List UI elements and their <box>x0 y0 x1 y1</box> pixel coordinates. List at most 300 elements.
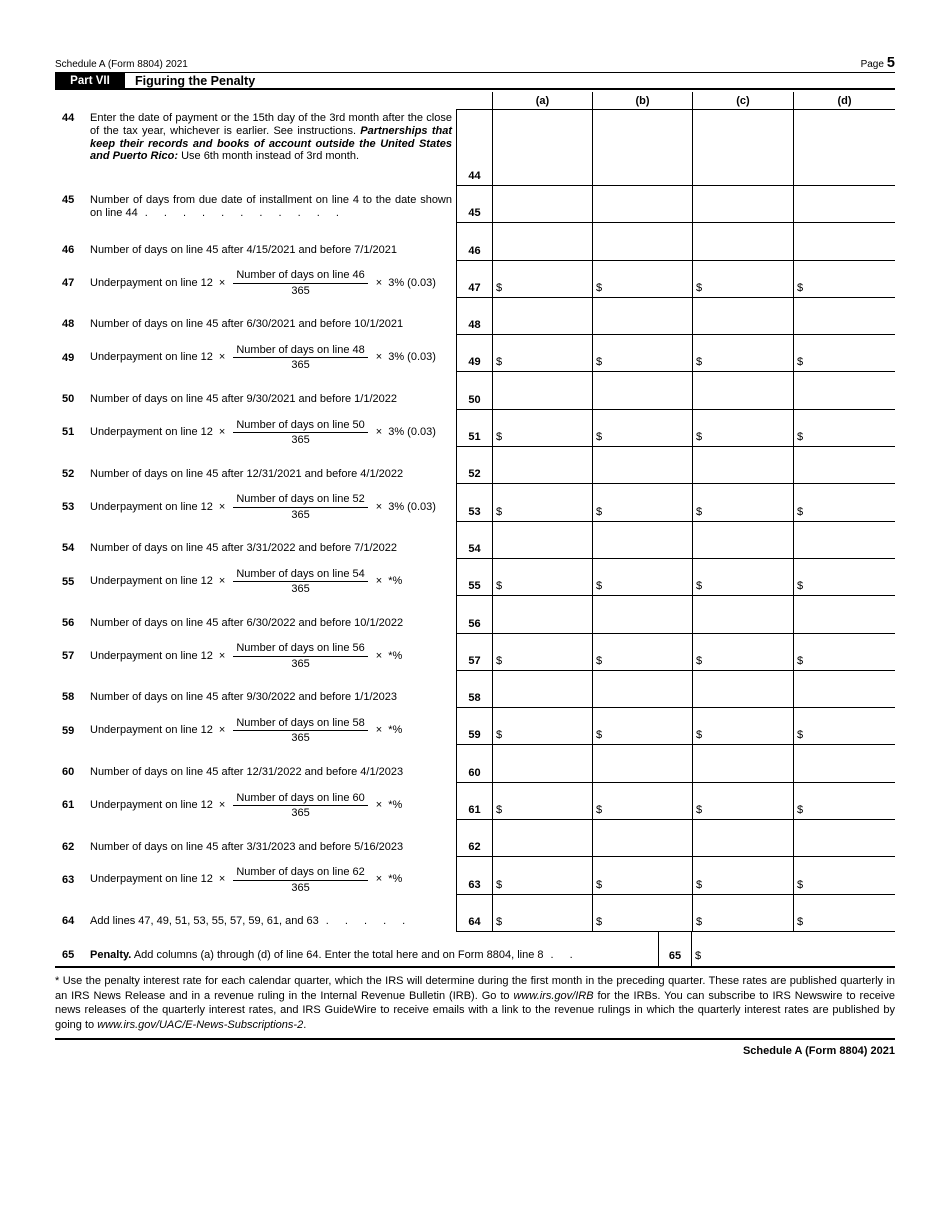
fraction-numerator: Number of days on line 46 <box>233 269 367 284</box>
line-52-cell-b <box>592 447 692 484</box>
line-number-label: 56 <box>62 616 75 629</box>
multiply-sign: × <box>218 575 226 588</box>
fraction-denominator: 365 <box>291 657 310 670</box>
line-number-label: 60 <box>62 765 75 778</box>
line-54-number-box: 54 <box>456 522 492 559</box>
line-62-cell-d <box>793 820 895 857</box>
line-56-text <box>90 617 452 630</box>
line-49-cell-c <box>692 335 793 372</box>
line-58-description <box>55 671 456 708</box>
dollar-sign: $ <box>797 281 804 294</box>
dollar-sign: $ <box>797 580 804 593</box>
line-number-label: 57 <box>62 650 75 663</box>
line-53-number-box: 53 <box>456 484 492 521</box>
footnote-segment: www.irs.gov/UAC/E-News-Subscriptions-2 <box>97 1018 304 1031</box>
line-54-row <box>55 522 895 559</box>
line-59-row <box>55 708 895 745</box>
text-segment: Number of days on line 45 after 3/31/2022 and before 7/1/2022 <box>90 542 397 555</box>
line-57-text <box>90 642 452 670</box>
line-57-cell-d <box>793 634 895 671</box>
dollar-sign: $ <box>696 915 703 928</box>
line-54-cell-a <box>492 522 592 559</box>
line-49-cell-a <box>492 335 592 372</box>
formula-prefix: Underpayment on line 12 <box>90 724 213 737</box>
line-55-cell-b <box>592 559 692 596</box>
line-54-cell-d <box>793 522 895 559</box>
line-52-description <box>55 447 456 484</box>
line-44-number-box: 44 <box>456 110 492 186</box>
footnote <box>55 974 895 1032</box>
footer-rule <box>55 1038 895 1040</box>
line-48-row <box>55 298 895 335</box>
line-64-cell-d <box>793 895 895 932</box>
line-60-text <box>90 766 452 779</box>
line-62-row <box>55 820 895 857</box>
dollar-sign: $ <box>596 580 603 593</box>
line-58-row <box>55 671 895 708</box>
dollar-sign: $ <box>696 804 703 817</box>
dollar-sign: $ <box>496 654 503 667</box>
line-55-cell-c <box>692 559 793 596</box>
line-60-description <box>55 745 456 782</box>
fraction-numerator: Number of days on line 62 <box>233 866 367 881</box>
line-65-description <box>55 931 658 966</box>
column-headers <box>492 92 895 110</box>
dollar-sign: $ <box>596 878 603 891</box>
line-58-cell-c <box>692 671 793 708</box>
dollar-sign: $ <box>596 804 603 817</box>
multiply-sign: × <box>218 276 226 289</box>
dollar-sign: $ <box>696 356 703 369</box>
dollar-sign: $ <box>596 654 603 667</box>
footnote-segment: * Use the penalty interest rate for each calendar quarter, which the IRS will determine during the first month in the preceding quarter. These rates are published quarterly in an IRS News Release and in a revenue ruling in the Internal Revenue Bulletin (IRB). Go to <box>55 975 895 1002</box>
line-46-description <box>55 223 456 260</box>
part-label: Part VII <box>55 73 125 88</box>
multiply-sign: × <box>375 425 383 438</box>
line-44-cell-b <box>592 110 692 186</box>
line-46-text <box>90 244 452 257</box>
line-60-row <box>55 745 895 782</box>
line-50-cell-b <box>592 372 692 409</box>
dollar-sign: $ <box>496 729 503 742</box>
line-54-description <box>55 522 456 559</box>
line-56-number-box: 56 <box>456 596 492 633</box>
multiply-sign: × <box>218 873 226 886</box>
line-48-description <box>55 298 456 335</box>
dollar-sign: $ <box>797 915 804 928</box>
line-64-text <box>90 915 452 928</box>
multiply-sign: × <box>218 724 226 737</box>
dollar-sign: $ <box>696 878 703 891</box>
multiply-sign: × <box>375 575 383 588</box>
formula-rate: 3% (0.03) <box>388 500 436 513</box>
line-51-description <box>55 410 456 447</box>
line-63-text <box>90 866 452 894</box>
penalty-grid <box>55 110 895 932</box>
line-59-cell-a <box>492 708 592 745</box>
fraction-denominator: 365 <box>291 881 310 894</box>
line-number-label: 54 <box>62 542 75 555</box>
line-57-cell-c <box>692 634 793 671</box>
formula-prefix: Underpayment on line 12 <box>90 649 213 662</box>
line-56-row <box>55 596 895 633</box>
formula-rate: *% <box>388 798 403 811</box>
line-60-cell-b <box>592 745 692 782</box>
dollar-sign: $ <box>596 505 603 518</box>
multiply-sign: × <box>218 351 226 364</box>
formula-prefix: Underpayment on line 12 <box>90 798 213 811</box>
line-56-cell-d <box>793 596 895 633</box>
fraction-denominator: 365 <box>291 732 310 745</box>
line-number-label: 47 <box>62 277 75 290</box>
dollar-sign: $ <box>496 505 503 518</box>
form-id-footer: Schedule A (Form 8804) 2021 <box>742 1045 895 1057</box>
line-45-row <box>55 186 895 223</box>
formula-rate: *% <box>388 724 403 737</box>
fraction <box>233 642 367 670</box>
multiply-sign: × <box>218 425 226 438</box>
dollar-sign: $ <box>797 729 804 742</box>
part-title: Figuring the Penalty <box>135 73 256 88</box>
line-46-cell-a <box>492 223 592 260</box>
line-number-label: 61 <box>62 799 75 812</box>
line-number-label: 45 <box>62 193 75 206</box>
dollar-sign: $ <box>797 356 804 369</box>
formula-prefix: Underpayment on line 12 <box>90 575 213 588</box>
dollar-sign: $ <box>596 729 603 742</box>
line-64-number-box: 64 <box>456 895 492 932</box>
line-59-cell-c <box>692 708 793 745</box>
line-46-cell-b <box>592 223 692 260</box>
form-id-header: Schedule A (Form 8804) 2021 <box>55 59 188 70</box>
text-segment: Number of days on line 45 after 9/30/2022 and before 1/1/2023 <box>90 691 397 704</box>
text-segment: Number of days on line 45 after 12/31/2022 and before 4/1/2023 <box>90 765 404 778</box>
line-53-cell-d <box>793 484 895 521</box>
text-segment: Enter the date of payment or the 15th day of the 3rd month after the close of the tax year, whichever is earlier. See instructions. <box>90 112 452 137</box>
line-51-cell-c <box>692 410 793 447</box>
text-segment: Partnerships that keep their records and books of account outside the United States and Puerto Rico: <box>90 124 452 163</box>
line-49-cell-b <box>592 335 692 372</box>
line-45-text <box>90 194 452 220</box>
line-51-row <box>55 410 895 447</box>
text-segment: Use 6th month instead of 3rd month. <box>178 150 360 163</box>
line-49-cell-d <box>793 335 895 372</box>
line-47-cell-a <box>492 261 592 298</box>
line-47-description <box>55 261 456 298</box>
dollar-sign: $ <box>596 915 603 928</box>
formula-rate: *% <box>388 873 403 886</box>
line-51-number-box: 51 <box>456 410 492 447</box>
line-number-label: 51 <box>62 426 75 439</box>
line-64-cell-a <box>492 895 592 932</box>
line-49-description <box>55 335 456 372</box>
line-49-text <box>90 344 452 372</box>
line-61-cell-b <box>592 783 692 820</box>
line-59-description <box>55 708 456 745</box>
line-46-cell-c <box>692 223 793 260</box>
fraction-numerator: Number of days on line 56 <box>233 642 367 657</box>
line-64-description <box>55 895 456 932</box>
line-55-text <box>90 568 452 596</box>
line-57-cell-a <box>492 634 592 671</box>
line-45-cell-b <box>592 186 692 223</box>
footnote-segment: for the IRBs. You can subscribe to IRS Newswire to receive news releases of the quarterly interest rates, and IRS GuideWire to receive emails with a link to the revenue rulings in which the quarterly interest rates are published by going to <box>55 989 895 1031</box>
dollar-sign: $ <box>496 580 503 593</box>
line-number-label: 64 <box>62 915 75 928</box>
penalty-keyword: Penalty. <box>90 949 132 962</box>
footnote-segment: . <box>303 1018 307 1031</box>
line-60-cell-d <box>793 745 895 782</box>
line-63-description <box>55 857 456 894</box>
line-65-text: Penalty. Add columns (a) through (d) of line 64. Enter the total here and on Form 8804, line 8 . . <box>90 949 573 962</box>
line-51-cell-a <box>492 410 592 447</box>
dollar-sign: $ <box>496 878 503 891</box>
line-48-number-box: 48 <box>456 298 492 335</box>
line-61-row <box>55 783 895 820</box>
line-45-description <box>55 186 456 223</box>
fraction <box>233 792 367 820</box>
multiply-sign: × <box>218 798 226 811</box>
line-62-number-box: 62 <box>456 820 492 857</box>
fraction <box>233 717 367 745</box>
line-number-label: 65 <box>62 949 75 962</box>
text-segment: Number of days on line 45 after 9/30/2021 and before 1/1/2022 <box>90 392 397 405</box>
line-61-cell-c <box>692 783 793 820</box>
formula-rate: 3% (0.03) <box>388 351 436 364</box>
dollar-sign: $ <box>596 281 603 294</box>
line-61-description <box>55 783 456 820</box>
dollar-sign: $ <box>496 431 503 444</box>
line-61-number-box: 61 <box>456 783 492 820</box>
line-55-row <box>55 559 895 596</box>
dot-leader: . . . . . . . . . . . <box>144 206 339 219</box>
line-61-text <box>90 792 452 820</box>
dollar-sign: $ <box>797 431 804 444</box>
line-52-text <box>90 468 452 481</box>
line-50-description <box>55 372 456 409</box>
line-44-cell-c <box>692 110 793 186</box>
line-55-cell-d <box>793 559 895 596</box>
column-header-c: (c) <box>692 92 793 110</box>
formula-prefix: Underpayment on line 12 <box>90 873 213 886</box>
dollar-sign: $ <box>696 505 703 518</box>
footnote-segment: www.irs.gov/IRB <box>513 989 594 1002</box>
line-57-description <box>55 634 456 671</box>
line-52-cell-a <box>492 447 592 484</box>
line-50-cell-c <box>692 372 793 409</box>
line-45-number-box: 45 <box>456 186 492 223</box>
formula-prefix: Underpayment on line 12 <box>90 425 213 438</box>
line-59-text <box>90 717 452 745</box>
line-48-text <box>90 318 452 331</box>
multiply-sign: × <box>375 351 383 364</box>
dollar-sign: $ <box>696 580 703 593</box>
fraction <box>233 419 367 447</box>
formula-rate: *% <box>388 649 403 662</box>
line-63-cell-c <box>692 857 793 894</box>
line-48-cell-a <box>492 298 592 335</box>
line-46-row <box>55 223 895 260</box>
line-63-cell-a <box>492 857 592 894</box>
line-54-cell-b <box>592 522 692 559</box>
line-56-cell-c <box>692 596 793 633</box>
line-number-label: 48 <box>62 318 75 331</box>
line-57-row <box>55 634 895 671</box>
line-65-amount-cell <box>692 931 895 966</box>
line-56-cell-a <box>492 596 592 633</box>
dollar-sign: $ <box>496 804 503 817</box>
line-64-row <box>55 895 895 932</box>
dollar-sign: $ <box>797 878 804 891</box>
line-56-description <box>55 596 456 633</box>
line-48-cell-b <box>592 298 692 335</box>
multiply-sign: × <box>218 500 226 513</box>
dollar-sign: $ <box>596 431 603 444</box>
line-44-cell-d <box>793 110 895 186</box>
dollar-sign: $ <box>695 950 702 962</box>
line-46-number-box: 46 <box>456 223 492 260</box>
line-50-text <box>90 393 452 406</box>
line-50-cell-d <box>793 372 895 409</box>
line-47-number-box: 47 <box>456 261 492 298</box>
part-header-bar <box>55 72 895 90</box>
line-65-row <box>55 931 895 968</box>
line-58-cell-d <box>793 671 895 708</box>
line-57-number-box: 57 <box>456 634 492 671</box>
line-44-cell-a <box>492 110 592 186</box>
fraction-numerator: Number of days on line 50 <box>233 419 367 434</box>
dollar-sign: $ <box>696 281 703 294</box>
line-55-description <box>55 559 456 596</box>
dot-leader: . . <box>550 949 573 962</box>
line-45-cell-a <box>492 186 592 223</box>
line-45-cell-c <box>692 186 793 223</box>
line-number-label: 53 <box>62 500 75 513</box>
line-62-text <box>90 841 452 854</box>
multiply-sign: × <box>375 276 383 289</box>
line-59-cell-b <box>592 708 692 745</box>
line-number-label: 59 <box>62 724 75 737</box>
line-53-cell-c <box>692 484 793 521</box>
line-50-row <box>55 372 895 409</box>
fraction-numerator: Number of days on line 48 <box>233 344 367 359</box>
page-header <box>55 55 895 71</box>
fraction-denominator: 365 <box>291 508 310 521</box>
dollar-sign: $ <box>797 654 804 667</box>
line-53-cell-b <box>592 484 692 521</box>
line-60-cell-a <box>492 745 592 782</box>
dot-leader: . . . . . <box>325 915 406 928</box>
line-number-label: 49 <box>62 351 75 364</box>
line-56-cell-b <box>592 596 692 633</box>
column-header-d: (d) <box>793 92 895 110</box>
line-45-cell-d <box>793 186 895 223</box>
dollar-sign: $ <box>696 654 703 667</box>
fraction-numerator: Number of days on line 52 <box>233 493 367 508</box>
multiply-sign: × <box>218 649 226 662</box>
dollar-sign: $ <box>797 505 804 518</box>
multiply-sign: × <box>375 649 383 662</box>
fraction <box>233 269 367 297</box>
line-61-cell-d <box>793 783 895 820</box>
text-segment: Number of days from due date of installment on line 4 to the date shown on line 44 <box>90 193 452 219</box>
line-47-text <box>90 269 452 297</box>
line-47-cell-d <box>793 261 895 298</box>
line-58-cell-a <box>492 671 592 708</box>
text-segment: Number of days on line 45 after 4/15/2021 and before 7/1/2021 <box>90 243 397 256</box>
line-51-text <box>90 419 452 447</box>
line-47-row <box>55 261 895 298</box>
line-52-number-box: 52 <box>456 447 492 484</box>
column-header-b: (b) <box>592 92 692 110</box>
line-49-row <box>55 335 895 372</box>
line-51-cell-b <box>592 410 692 447</box>
line-59-cell-d <box>793 708 895 745</box>
text-segment: Add lines 47, 49, 51, 53, 55, 57, 59, 61, and 63 <box>90 915 319 928</box>
line-53-row <box>55 484 895 521</box>
line-57-cell-b <box>592 634 692 671</box>
text-segment: Number of days on line 45 after 6/30/2022 and before 10/1/2022 <box>90 616 404 629</box>
line-58-text <box>90 691 452 704</box>
fraction-denominator: 365 <box>291 434 310 447</box>
formula-prefix: Underpayment on line 12 <box>90 500 213 513</box>
line-61-cell-a <box>492 783 592 820</box>
fraction-numerator: Number of days on line 58 <box>233 717 367 732</box>
line-number-label: 63 <box>62 873 75 886</box>
dollar-sign: $ <box>696 431 703 444</box>
line-50-cell-a <box>492 372 592 409</box>
line-63-row <box>55 857 895 894</box>
fraction-numerator: Number of days on line 54 <box>233 568 367 583</box>
dollar-sign: $ <box>496 281 503 294</box>
line-60-cell-c <box>692 745 793 782</box>
dollar-sign: $ <box>496 915 503 928</box>
line-64-cell-b <box>592 895 692 932</box>
fraction-denominator: 365 <box>291 807 310 820</box>
line-60-number-box: 60 <box>456 745 492 782</box>
line-63-number-box: 63 <box>456 857 492 894</box>
line-50-number-box: 50 <box>456 372 492 409</box>
line-49-number-box: 49 <box>456 335 492 372</box>
fraction <box>233 568 367 596</box>
formula-rate: 3% (0.03) <box>388 425 436 438</box>
multiply-sign: × <box>375 500 383 513</box>
line-46-cell-d <box>793 223 895 260</box>
formula-prefix: Underpayment on line 12 <box>90 351 213 364</box>
line-54-text <box>90 542 452 555</box>
text-segment: Number of days on line 45 after 6/30/2021 and before 10/1/2021 <box>90 318 404 331</box>
line-64-cell-c <box>692 895 793 932</box>
line-47-cell-c <box>692 261 793 298</box>
line-55-cell-a <box>492 559 592 596</box>
line-58-cell-b <box>592 671 692 708</box>
line-63-cell-d <box>793 857 895 894</box>
dollar-sign: $ <box>696 729 703 742</box>
line-63-cell-b <box>592 857 692 894</box>
column-header-a: (a) <box>492 92 592 110</box>
text-segment: Number of days on line 45 after 3/31/2023 and before 5/16/2023 <box>90 840 404 853</box>
fraction-denominator: 365 <box>291 284 310 297</box>
line-48-cell-c <box>692 298 793 335</box>
fraction <box>233 493 367 521</box>
line-48-cell-d <box>793 298 895 335</box>
line-62-cell-a <box>492 820 592 857</box>
line-52-cell-d <box>793 447 895 484</box>
line-number-label: 46 <box>62 243 75 256</box>
line-55-number-box: 55 <box>456 559 492 596</box>
line-58-number-box: 58 <box>456 671 492 708</box>
line-number-label: 52 <box>62 467 75 480</box>
